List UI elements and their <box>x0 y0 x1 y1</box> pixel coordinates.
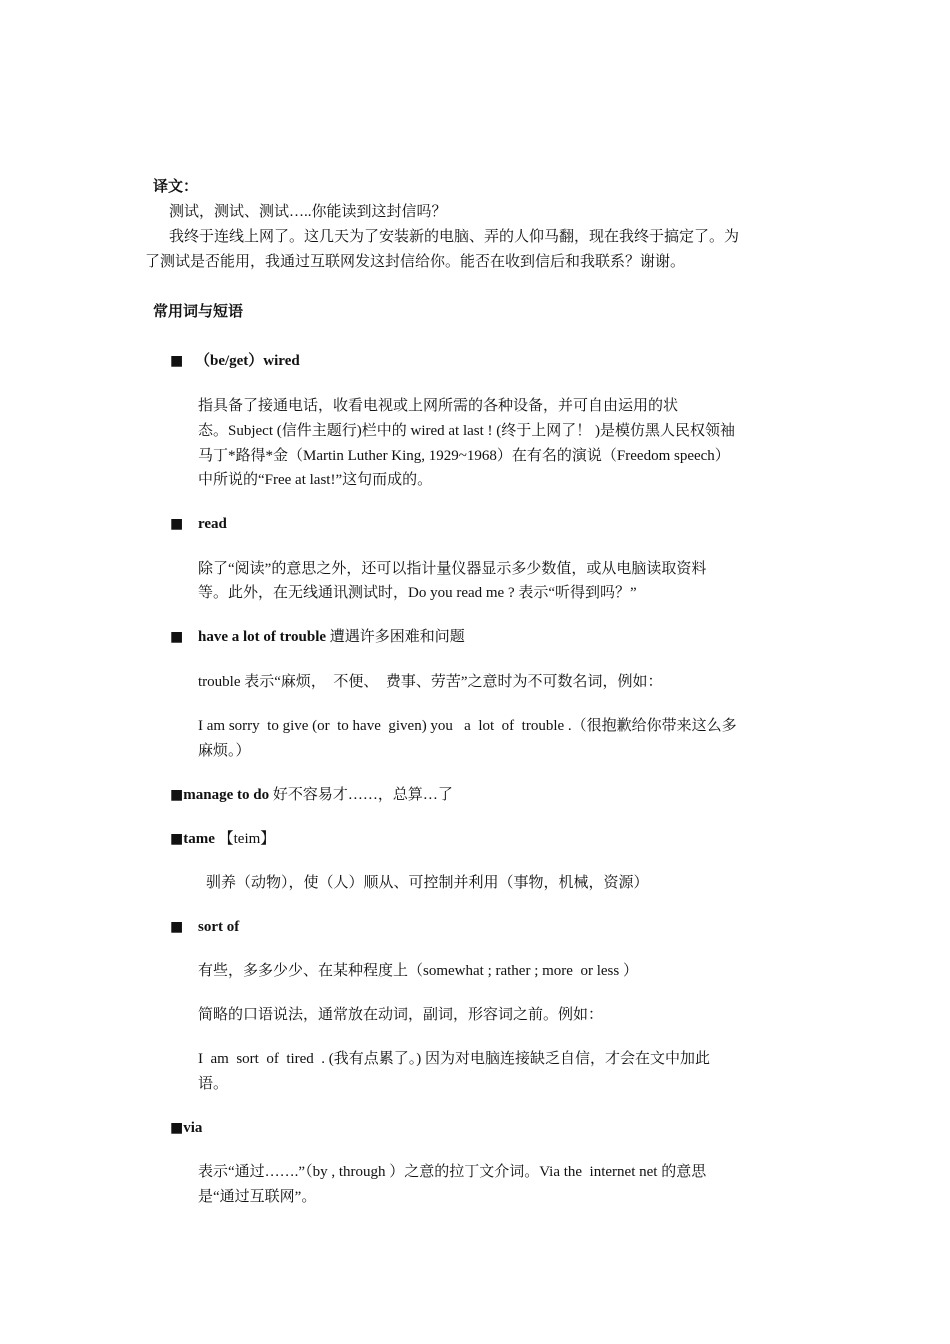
entry-wired-desc-line-3: 马丁*路得*金（Martin Luther King, 1929~1968）在有名的演说（Freedom speech） <box>198 448 730 464</box>
entry-read-term: read <box>197 516 227 532</box>
entry-wired-desc-line-4: 中所说的“Free at last!”这句而成的。 <box>198 472 433 488</box>
entry-sortof-example-line-1: I am sort of tired . (我有点累了。) 因为对电脑连接缺乏自信，才会在文中加此 <box>198 1051 711 1067</box>
translation-paragraph-line-1: 我终于连线上网了。这几天为了安装新的电脑、弄的人仰马翻，现在我终于搞定了。为 <box>169 229 740 245</box>
bullet-icon: ■ <box>170 831 184 847</box>
entry-trouble-meaning: 遭遇许多困难和问题 <box>326 629 465 645</box>
entry-trouble-example-line-2: 麻烦。） <box>198 743 251 759</box>
entry-tame-header <box>170 827 275 852</box>
entry-wired-desc-line-2: 态。Subject (信件主题行)栏中的 wired at last ! (终于上网了！ )是模仿黑人民权领袖 <box>198 423 736 439</box>
entry-via-desc-line-1: 表示“通过…….”（by , through ）之意的拉丁文介词。Via the internet net 的意思 <box>198 1164 707 1180</box>
entry-trouble-header <box>170 625 465 650</box>
entry-read-desc-line-1: 除了“阅读”的意思之外，还可以指计量仪器显示多少数值，或从电脑读取资料 <box>198 561 707 577</box>
entry-manage-term: manage to do <box>183 787 270 803</box>
bullet-icon: ■ <box>170 516 184 532</box>
translation-heading: 译文： <box>153 179 199 195</box>
entry-sortof-example-line-2: 语。 <box>198 1076 229 1092</box>
bullet-icon: ■ <box>170 629 184 645</box>
entry-sortof-term: sort of <box>197 919 240 935</box>
translation-line-1: 测试，测试、测试…..你能读到这封信吗？ <box>169 204 447 220</box>
vocab-heading: 常用词与短语 <box>153 304 244 320</box>
entry-tame-term: tame <box>183 831 215 847</box>
bullet-icon: ■ <box>170 787 184 803</box>
entry-tame-desc: 驯养（动物），使（人）顺从、可控制并利用（事物，机械，资源） <box>206 875 649 891</box>
entry-trouble-desc: trouble 表示“麻烦， 不便、 费事、劳苦”之意时为不可数名词，例如： <box>198 674 663 690</box>
entry-manage-header <box>170 783 453 808</box>
entry-sortof-desc: 有些，多多少少、在某种程度上（somewhat ; rather ; more or less ） <box>198 963 638 979</box>
bullet-icon: ■ <box>170 919 184 935</box>
bullet-icon: ■ <box>170 1120 184 1136</box>
entry-wired-header <box>170 349 300 374</box>
entry-manage-meaning: 好不容易才……，总算…了 <box>269 787 453 803</box>
entry-read-desc-line-2: 等。此外，在无线通讯测试时，Do you read me ? 表示“听得到吗？” <box>198 585 637 601</box>
entry-via-term: via <box>183 1120 203 1136</box>
entry-sortof-desc-2: 简略的口语说法，通常放在动词，副词，形容词之前。例如： <box>198 1007 604 1023</box>
entry-via-header <box>170 1116 202 1141</box>
entry-tame-phonetic: 【teim】 <box>214 831 276 847</box>
entry-trouble-term: have a lot of trouble <box>197 629 327 645</box>
entry-wired-term: （be/get）wired <box>194 353 300 369</box>
entry-read-header <box>170 512 227 537</box>
entry-sortof-header <box>170 915 239 940</box>
entry-trouble-example-line-1: I am sorry to give (or to have given) you a lot of trouble .（很抱歉给你带来这么多 <box>198 718 737 734</box>
entry-wired-desc-line-1: 指具备了接通电话，收看电视或上网所需的各种设备，并可自由运用的状 <box>198 398 679 414</box>
entry-via-desc-line-2: 是“通过互联网”。 <box>198 1189 317 1205</box>
bullet-icon: ■ <box>170 353 184 369</box>
translation-paragraph-line-2: 了测试是否能用，我通过互联网发这封信给你。能否在收到信后和我联系？谢谢。 <box>145 254 686 270</box>
